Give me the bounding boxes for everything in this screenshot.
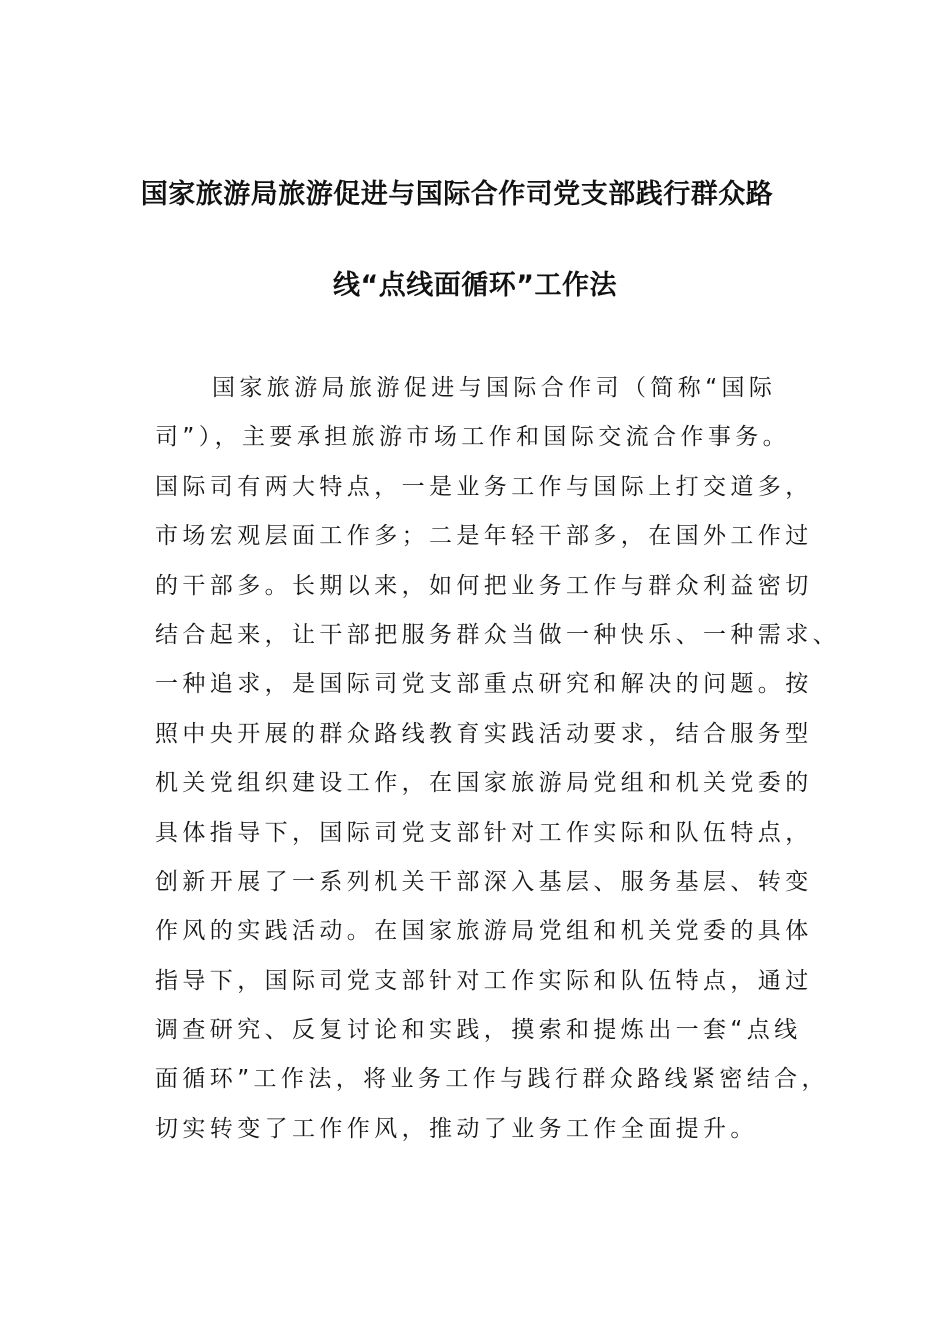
paragraph-line: 面循环”工作法，将业务工作与践行群众路线紧密结合，	[155, 1066, 829, 1093]
paragraph-line: 司”），主要承担旅游市场工作和国际交流合作事务。	[155, 424, 791, 451]
paragraph-line: 具体指导下，国际司党支部针对工作实际和队伍特点，	[155, 819, 813, 846]
paragraph-line: 切实转变了工作作风，推动了业务工作全面提升。	[155, 1115, 758, 1142]
paragraph-line: 调查研究、反复讨论和实践，摸索和提炼出一套“点线	[155, 1017, 802, 1044]
paragraph-line: 照中央开展的群众路线教育实践活动要求，结合服务型	[155, 720, 813, 747]
paragraph-line: 的干部多。长期以来，如何把业务工作与群众利益密切	[155, 572, 813, 599]
paragraph-line: 一种追求，是国际司党支部重点研究和解决的问题。按	[155, 671, 813, 698]
document-title-line-1: 国家旅游局旅游促进与国际合作司党支部践行群众路	[140, 179, 774, 210]
document-title-line-2: 线“点线面循环”工作法	[333, 270, 617, 301]
paragraph-line: 机关党组织建设工作，在国家旅游局党组和机关党委的	[155, 770, 813, 797]
paragraph-line: 市场宏观层面工作多；二是年轻干部多，在国外工作过	[155, 523, 813, 550]
body-paragraph	[155, 364, 840, 1154]
paragraph-line: 国家旅游局旅游促进与国际合作司（简称“国际	[212, 375, 777, 401]
paragraph-line: 作风的实践活动。在国家旅游局党组和机关党委的具体	[155, 918, 813, 945]
paragraph-line: 国际司有两大特点，一是业务工作与国际上打交道多，	[155, 473, 813, 500]
paragraph-line: 指导下，国际司党支部针对工作实际和队伍特点，通过	[155, 967, 813, 994]
paragraph-line: 创新开展了一系列机关干部深入基层、服务基层、转变	[155, 868, 813, 895]
paragraph-line: 结合起来，让干部把服务群众当做一种快乐、一种需求、	[155, 621, 840, 648]
